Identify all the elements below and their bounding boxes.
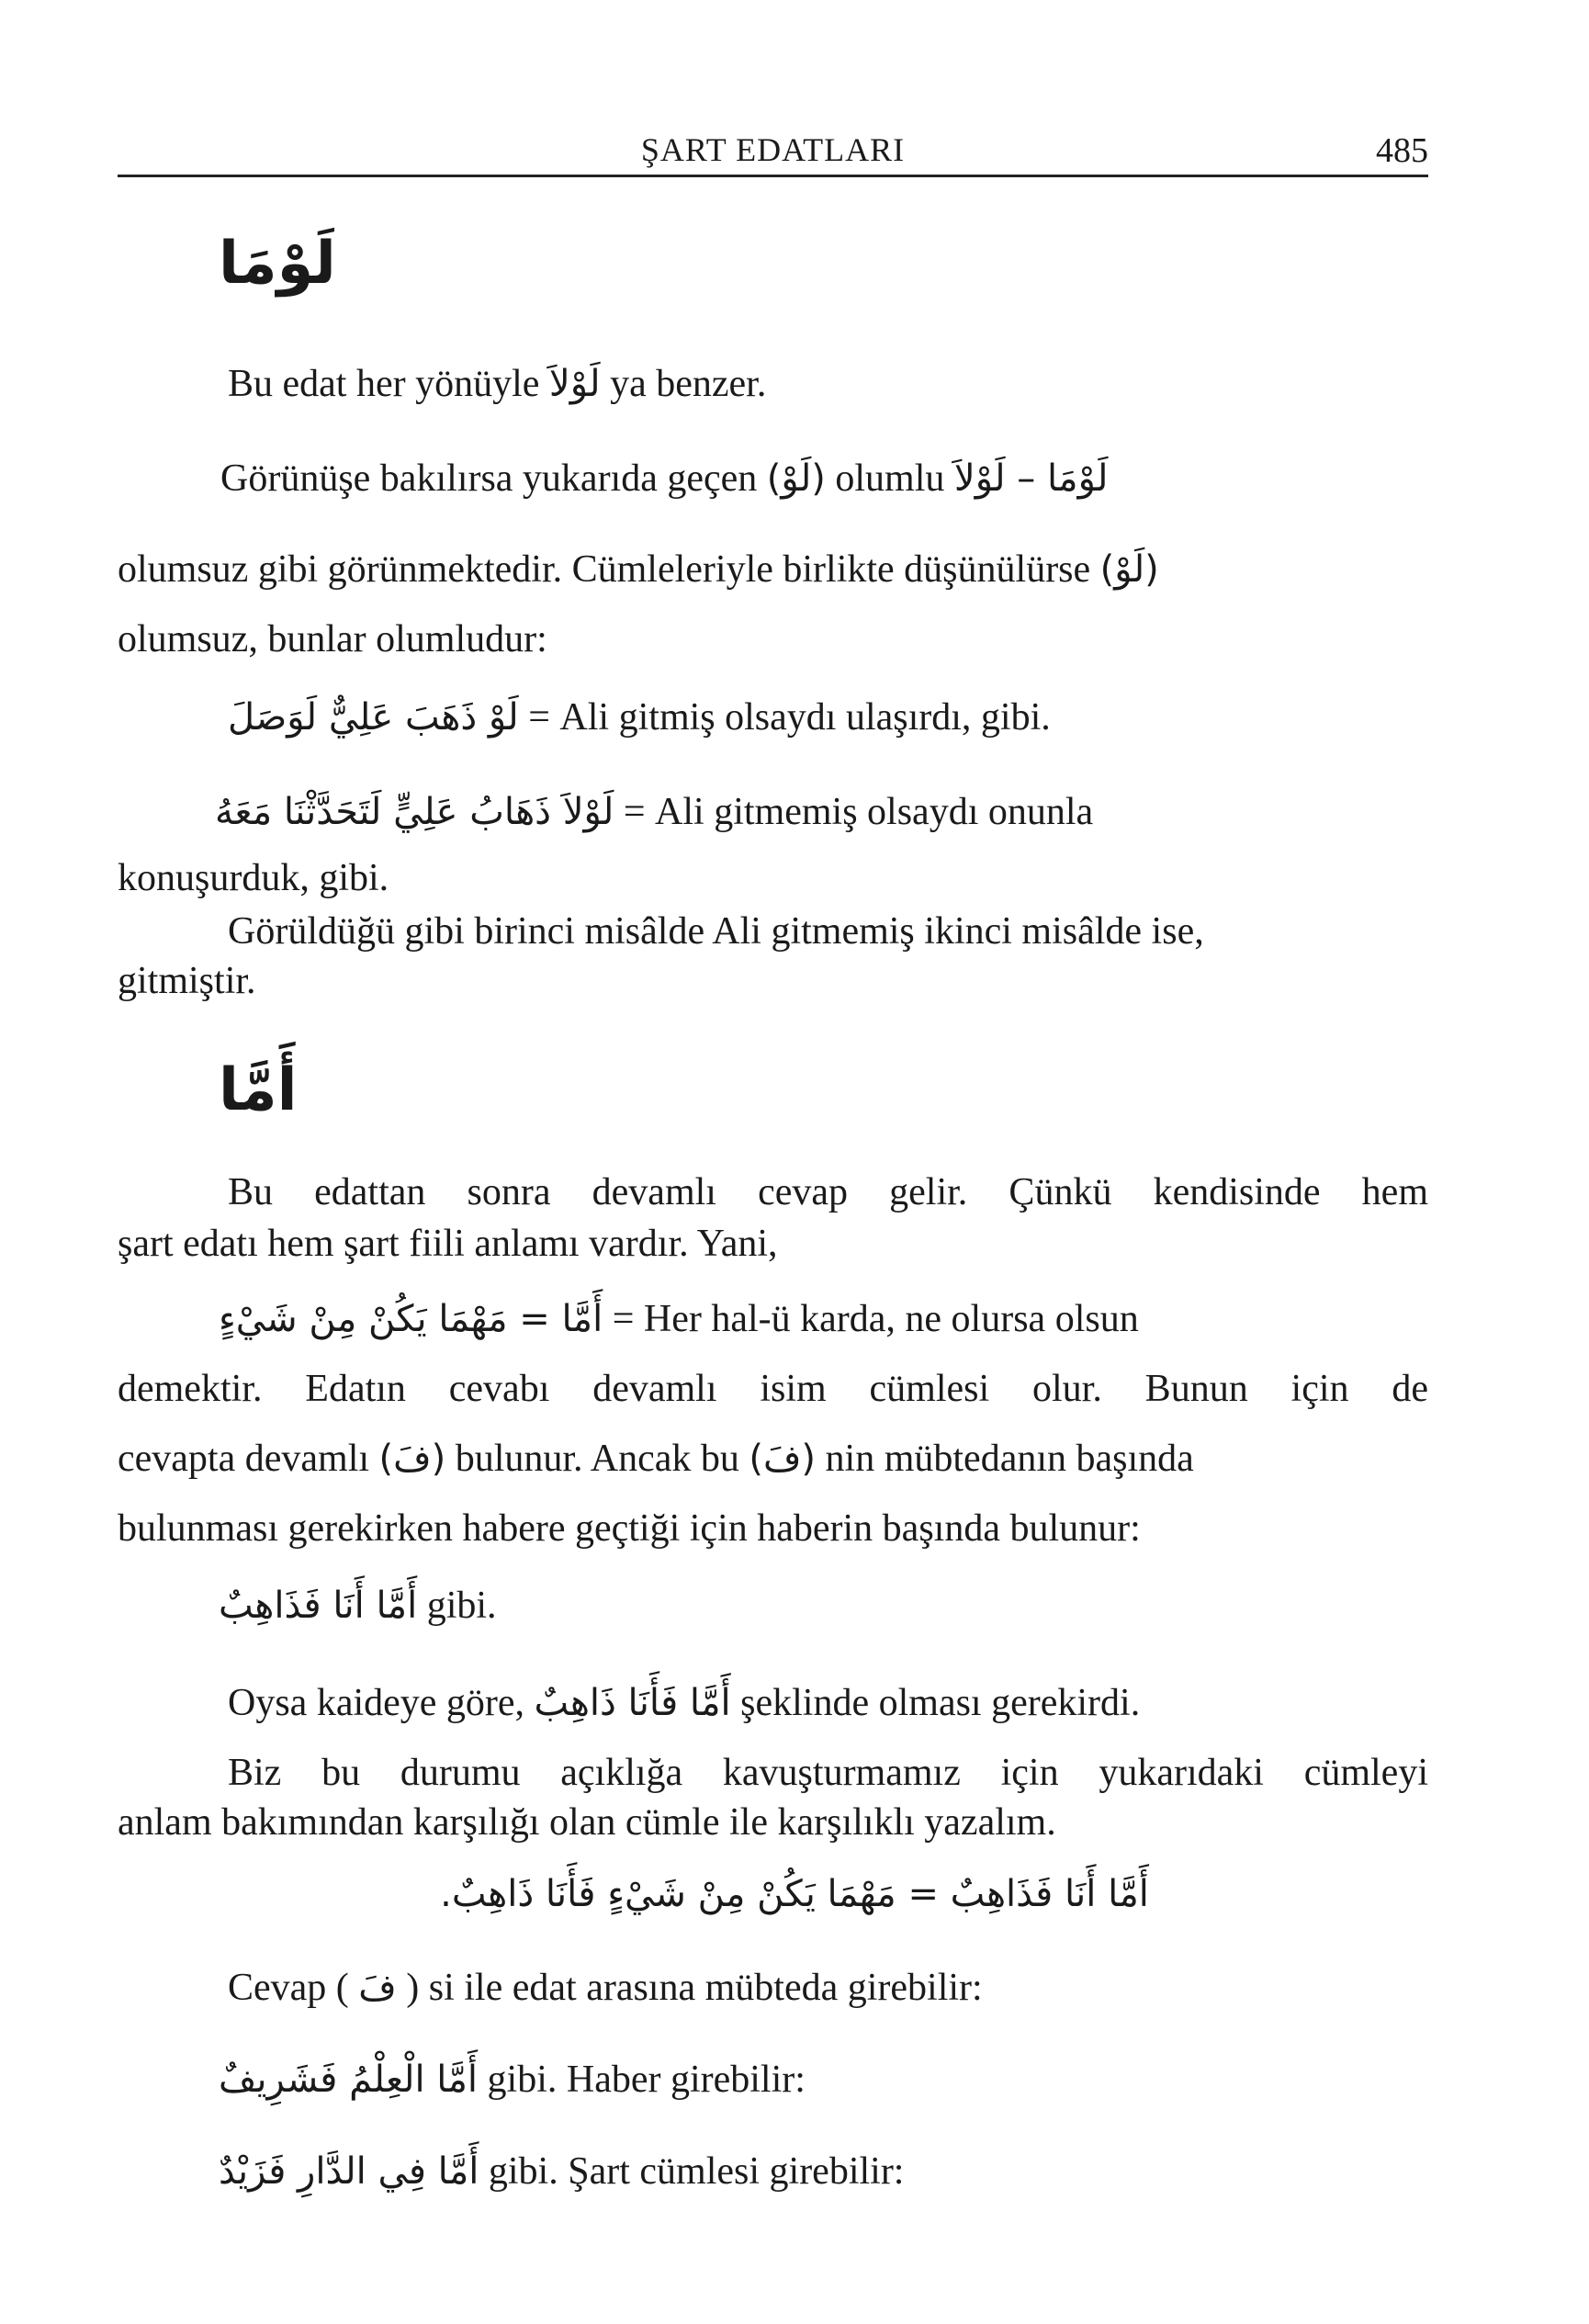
arabic-comparison: أَمَّا أَنَا فَذَاهِبٌ = مَهْمَا يَكُنْ مِنْ شَيْءٍ فَأَنَا ذَاهِبٌ. xyxy=(440,1873,1149,1915)
text-span: Oysa kaideye göre, xyxy=(228,1682,525,1724)
arabic-term: (لَوْ) xyxy=(1099,548,1159,591)
arabic-letter: (فَ) xyxy=(749,1438,817,1480)
text-line xyxy=(228,360,766,408)
text-span: ya benzer. xyxy=(610,363,767,405)
arabic-example: أَمَّا الْعِلْمُ فَشَرِيفٌ xyxy=(219,2059,479,2101)
text-line: bulunması gerekirken habere geçtiği için haberin başında bulunur: xyxy=(118,1507,1141,1550)
arabic-example: أَمَّا فِي الدَّارِ فَزَيْدٌ xyxy=(219,2150,479,2193)
example-line xyxy=(215,788,1093,836)
text-line xyxy=(228,1679,1140,1727)
text-line: olumsuz, bunlar olumludur: xyxy=(118,618,547,660)
arabic-letter: فَ xyxy=(358,1967,397,2009)
text-span: şeklinde olması gerekirdi. xyxy=(740,1682,1141,1724)
text-line xyxy=(118,546,1159,593)
text-span: Bu edat her yönüyle xyxy=(228,363,540,405)
text-span: nin mübtedanın başında xyxy=(825,1438,1194,1480)
arabic-example: أَمَّا فَأَنَا ذَاهِبٌ xyxy=(534,1682,731,1724)
section-heading-amma: أَمَّا xyxy=(219,1056,298,1124)
header-title: ŞART EDATLARI xyxy=(640,131,906,168)
arabic-example: لَوْ ذَهَبَ عَلِيٌّ لَوَصَلَ xyxy=(228,696,519,739)
section-heading-lawma: لَوْمَا xyxy=(219,230,336,298)
arabic-example: أَمَّا أَنَا فَذَاهِبٌ xyxy=(219,1585,418,1627)
text-line: gitmiştir. xyxy=(118,960,256,1002)
text-line: şart edatı hem şart fiili anlamı vardır. Yani, xyxy=(118,1223,778,1265)
translation-text: gibi. Şart cümlesi girebilir: xyxy=(488,2150,905,2193)
page-number: 485 xyxy=(1376,131,1428,170)
example-line xyxy=(219,2148,904,2195)
text-line: Görüldüğü gibi birinci misâlde Ali gitmemiş ikinci misâlde ise, xyxy=(228,910,1204,953)
text-line: Bu edattan sonra devamlı cevap gelir. Çünkü kendisinde hem xyxy=(228,1171,1428,1213)
arabic-letter: (فَ) xyxy=(378,1438,446,1480)
arabic-example: أَمَّا = مَهْمَا يَكُنْ مِنْ شَيْءٍ xyxy=(219,1298,603,1340)
arabic-example: لَوْلاَ ذَهَابُ عَلِيٍّ لَتَحَدَّثْنَا مَعَهُ xyxy=(215,791,614,833)
text-line: Biz bu durumu açıklığa kavuşturmamız için yukarıdaki cümleyi xyxy=(228,1752,1428,1794)
page-header xyxy=(118,127,1428,177)
text-line xyxy=(228,1964,983,2012)
arabic-term: لَوْلاَ xyxy=(548,363,601,405)
text-span: ) si ile edat arasına mübteda girebilir: xyxy=(406,1967,983,2009)
example-line xyxy=(228,694,1051,741)
text-span: bulunur. Ancak bu xyxy=(455,1438,739,1480)
text-span: cevapta devamlı xyxy=(118,1438,370,1480)
text-line xyxy=(220,455,1108,502)
text-span: olumsuz gibi görünmektedir. Cümleleriyle birlikte düşünülürse xyxy=(118,548,1091,591)
text-span: olumlu xyxy=(835,457,945,500)
translation-text: gibi. xyxy=(426,1585,497,1627)
text-line xyxy=(118,1435,1194,1483)
text-span: Cevap ( xyxy=(228,1967,349,2009)
text-line: konuşurduk, gibi. xyxy=(118,857,389,899)
example-line xyxy=(219,2056,806,2104)
translation-text: = Ali gitmiş olsaydı ulaşırdı, gibi. xyxy=(528,696,1051,739)
text-span: Görünüşe bakılırsa yukarıda geçen xyxy=(220,457,758,500)
arabic-term: (لَوْ) xyxy=(766,457,826,500)
text-line: anlam bakımından karşılığı olan cümle ile karşılıklı yazalım. xyxy=(118,1801,1056,1844)
example-line xyxy=(219,1582,497,1630)
translation-text: = Her hal-ü karda, ne olursa olsun xyxy=(612,1298,1139,1340)
text-line: demektir. Edatın cevabı devamlı isim cümlesi olur. Bunun için de xyxy=(118,1368,1428,1410)
example-line xyxy=(219,1295,1139,1343)
translation-text: = Ali gitmemiş olsaydı onunla xyxy=(623,791,1094,833)
arabic-term: لَوْمَا – لَوْلاَ xyxy=(953,457,1109,500)
translation-text: gibi. Haber girebilir: xyxy=(487,2059,806,2101)
